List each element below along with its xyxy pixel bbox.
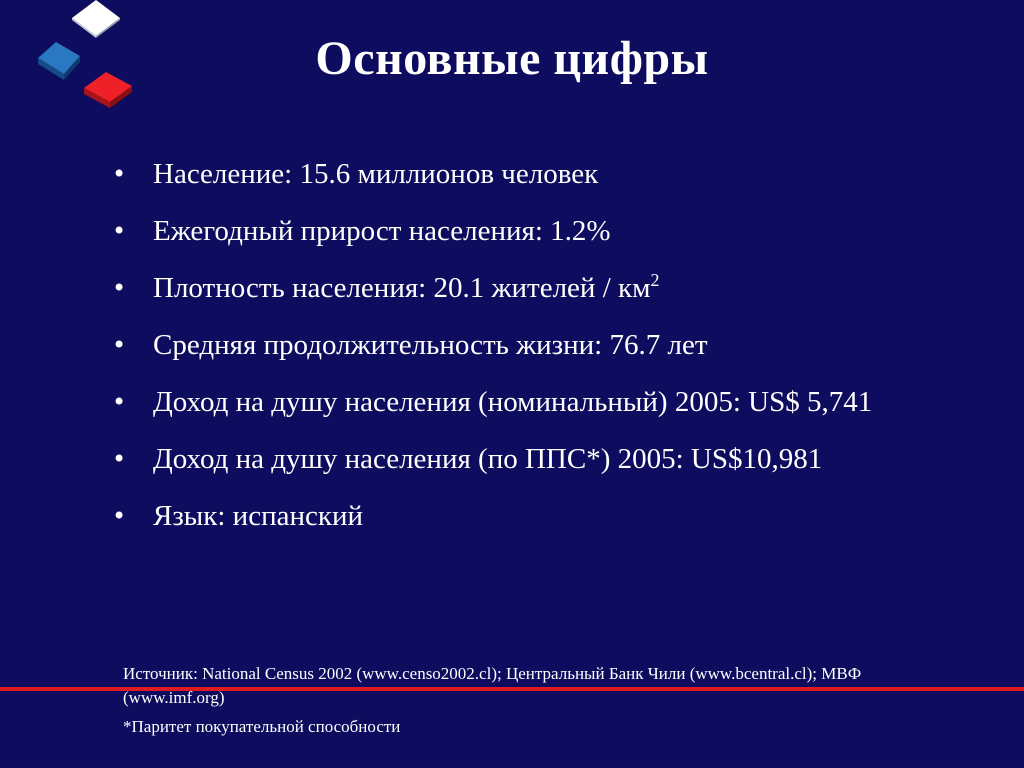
bullet-text-main: Плотность населения: 20.1 жителей / км	[153, 272, 651, 304]
bullet-item-income-nominal	[112, 378, 932, 426]
bullet-icon: •	[112, 274, 127, 302]
superscript-2: 2	[650, 270, 660, 290]
bullet-item-language	[112, 492, 932, 540]
bullet-text: Доход на душу населения (номинальный) 2005: US$ 5,741	[153, 386, 873, 418]
bullet-item-density	[112, 264, 932, 312]
slide-title: Основные цифры	[315, 32, 709, 85]
bullet-item-growth	[112, 207, 932, 255]
bullet-text: Ежегодный прирост населения: 1.2%	[153, 215, 611, 247]
bullet-list	[112, 150, 932, 549]
source-note: Источник: National Census 2002 (www.censo2002.cl); Центральный Банк Чили (www.bcentral.cl); МВФ (www.imf.org)	[123, 664, 862, 707]
bullet-item-life-expectancy	[112, 321, 932, 369]
bullet-icon: •	[112, 331, 127, 359]
bullet-text: Средняя продолжительность жизни: 76.7 лет	[153, 329, 708, 361]
bullet-icon: •	[112, 217, 127, 245]
bullet-text: Население: 15.6 миллионов человек	[153, 158, 599, 190]
bullet-icon: •	[112, 445, 127, 473]
bullet-icon: •	[112, 160, 127, 188]
bullet-text	[153, 272, 659, 304]
bullet-icon: •	[112, 388, 127, 416]
bullet-text: Доход на душу населения (по ППС*) 2005: US$10,981	[153, 443, 823, 475]
footnote: *Паритет покупательной способности	[123, 717, 401, 736]
bullet-icon: •	[112, 502, 127, 530]
bullet-item-income-ppp	[112, 435, 932, 483]
bullet-item-population	[112, 150, 932, 198]
bullet-text: Язык: испанский	[153, 500, 363, 532]
